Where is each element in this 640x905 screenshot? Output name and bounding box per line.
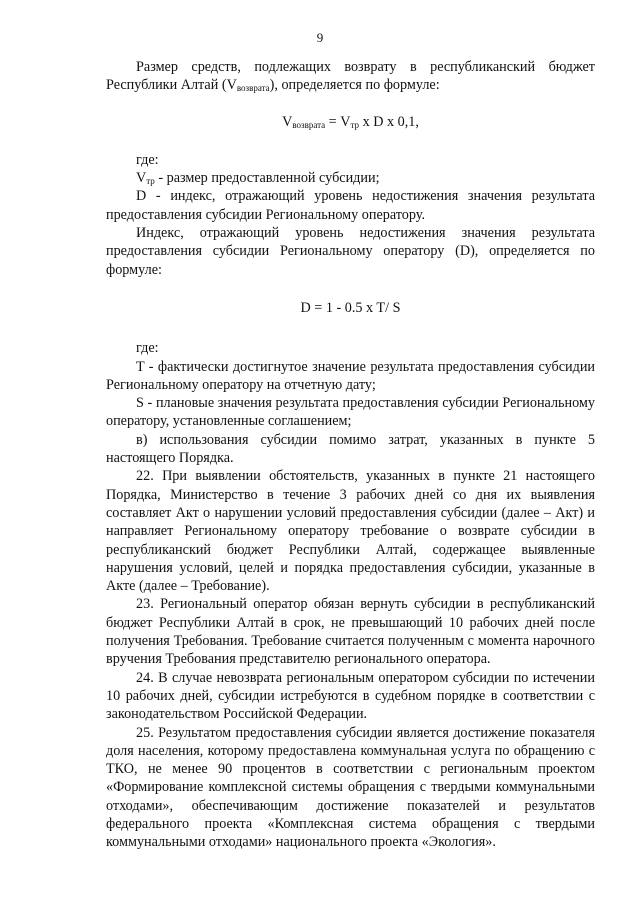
paragraph-25: 25. Результатом предоставления субсидии является достижение показателя доля населения, которому предоставлена коммунальная услуга по обращению с ТКО, не менее 90 процентов в соответствии с региональным проектом «Формирование комплексной системы обращения с твердыми коммунальными отходами», обеспечивающим достижение показателей и результатов федерального проекта «Комплексная система обращения с твердыми коммунальными отходами» национального проекта «Экология». xyxy=(106,724,595,851)
paragraph-24: 24. В случае невозврата региональным оператором субсидии по истечении 10 рабочих дней, субсидии истребуются в судебном порядке в соответствии с законодательством Российской Федерации. xyxy=(106,669,595,723)
paragraph-22: 22. При выявлении обстоятельств, указанных в пункте 21 настоящего Порядка, Министерство в течение 3 рабочих дней со дня их выявления составляет Акт о нарушении условий предоставления субсидии (далее – Акт) и направляет Региональному оператору требование о возврате субсидии в республиканский бюджет Республики Алтай, содержащее выявленные нарушения условий, целей и порядка предоставления субсидии, указанные в Акте (далее – Требование). xyxy=(106,468,595,595)
paragraph-index: Индекс, отражающий уровень недостижения значения результата предоставления субсидии Региональному оператору (D), определяется по формуле: xyxy=(106,225,595,278)
definition-v: $V_{тр}$ - размер предоставленной субсидии; xyxy=(136,170,380,187)
formula-refund: $V_{возврата} = V_{тр}$ x D x 0,1, xyxy=(282,113,419,130)
list-item-v: в) использования субсидии помимо затрат, указанных в пункте 5 настоящего Порядка. xyxy=(106,431,595,467)
formula-index: D = 1 - 0.5 x T/ S xyxy=(300,299,401,316)
where-label: где: xyxy=(136,151,159,168)
where-label-2: где: xyxy=(136,340,159,357)
document-body xyxy=(106,58,595,852)
paragraph-refund-amount: Размер средств, подлежащих возврату в республиканский бюджет Республики Алтай $(V_{возврата})$, определяется по формуле: xyxy=(106,59,595,94)
definition-s: S - плановые значения результата предоставления субсидии Региональному оператору, установленные соглашением; xyxy=(106,395,595,430)
definition-d: D - индекс, отражающий уровень недостижения значения результата предоставления субсидии Региональному оператору. xyxy=(106,188,595,223)
definition-t: T - фактически достигнутое значение результата предоставления субсидии Региональному оператору на отчетную дату; xyxy=(106,358,595,393)
page-number: 9 xyxy=(316,30,324,45)
paragraph-23: 23. Региональный оператор обязан вернуть субсидии в республиканский бюджет Республики Алтай в срок, не превышающий 10 рабочих дней после получения Требования. Требование считается полученным с момента нарочного вручения Требования представителю регионального оператора. xyxy=(106,596,595,668)
